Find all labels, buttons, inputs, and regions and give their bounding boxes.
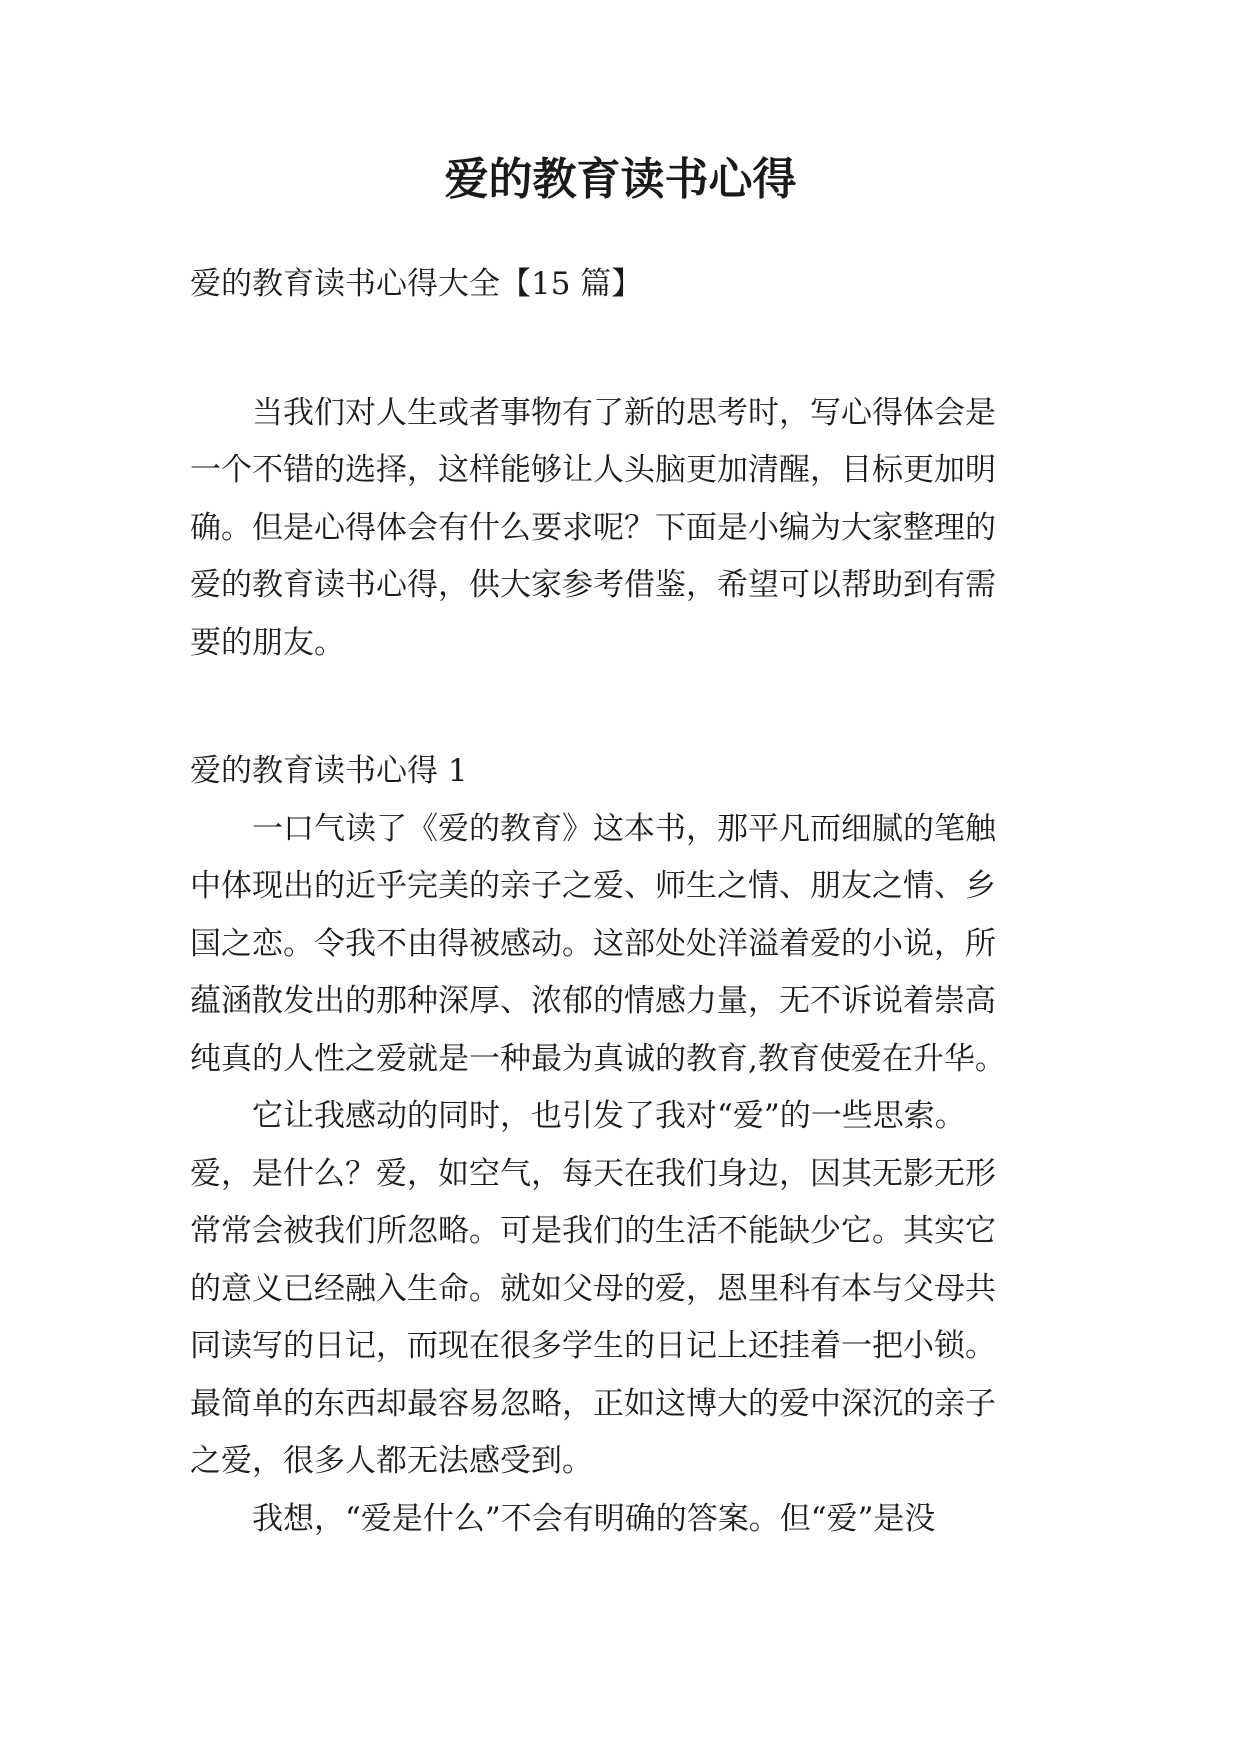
body-line: 之爱，很多人都无法感受到。 (190, 1443, 593, 1479)
body-line: 中体现出的近乎完美的亲子之爱、师生之情、朋友之情、乡 (190, 868, 996, 904)
body-line: 国之恋。令我不由得被感动。这部处处洋溢着爱的小说，所 (190, 925, 996, 962)
intro-line: 当我们对人生或者事物有了新的思考时，写心得体会是 (190, 394, 996, 431)
spacer (190, 672, 1070, 743)
body-line: 纯真的人性之爱就是一种最为真诚的教育,教育使爱在升华。 (190, 1040, 1006, 1077)
body-line: 蕴涵散发出的那种深厚、浓郁的情感力量，无不诉说着崇高 (190, 983, 996, 1019)
body-line: 同读写的日记，而现在很多学生的日记上还挂着一把小锁。 (190, 1328, 996, 1364)
body-line: 它让我感动的同时，也引发了我对“爱”的一些思索。 (190, 1098, 966, 1134)
document-body (190, 256, 1070, 1548)
intro-line: 确。但是心得体会有什么要求呢？下面是小编为大家整理的 (190, 509, 996, 546)
document-subtitle: 爱的教育读书心得大全【15 篇】 (190, 266, 643, 302)
section-body (190, 801, 1070, 1549)
document-title: 爱的教育读书心得 (444, 154, 797, 205)
body-line: 的意义已经融入生命。就如父母的爱，恩里科有本与父母共 (190, 1270, 996, 1307)
intro-line: 一个不错的选择，这样能够让人头脑更加清醒，目标更加明 (190, 452, 996, 488)
intro-line: 要的朋友。 (190, 624, 345, 661)
intro-line: 爱的教育读书心得，供大家参考借鉴，希望可以帮助到有需 (190, 567, 996, 603)
body-line: 一口气读了《爱的教育》这本书，那平凡而细腻的笔触 (190, 810, 996, 847)
body-line: 常常会被我们所忽略。可是我们的生活不能缺少它。其实它 (190, 1213, 996, 1249)
body-line: 爱，是什么？爱，如空气，每天在我们身边，因其无影无形 (190, 1155, 996, 1192)
body-line: 我想，“爱是什么”不会有明确的答案。但“爱”是没 (190, 1500, 936, 1537)
section-heading: 爱的教育读书心得 1 (190, 753, 468, 789)
spacer (190, 314, 1070, 385)
body-line: 最简单的东西却最容易忽略，正如这博大的爱中深沉的亲子 (190, 1385, 996, 1422)
intro-paragraph (190, 385, 1070, 673)
